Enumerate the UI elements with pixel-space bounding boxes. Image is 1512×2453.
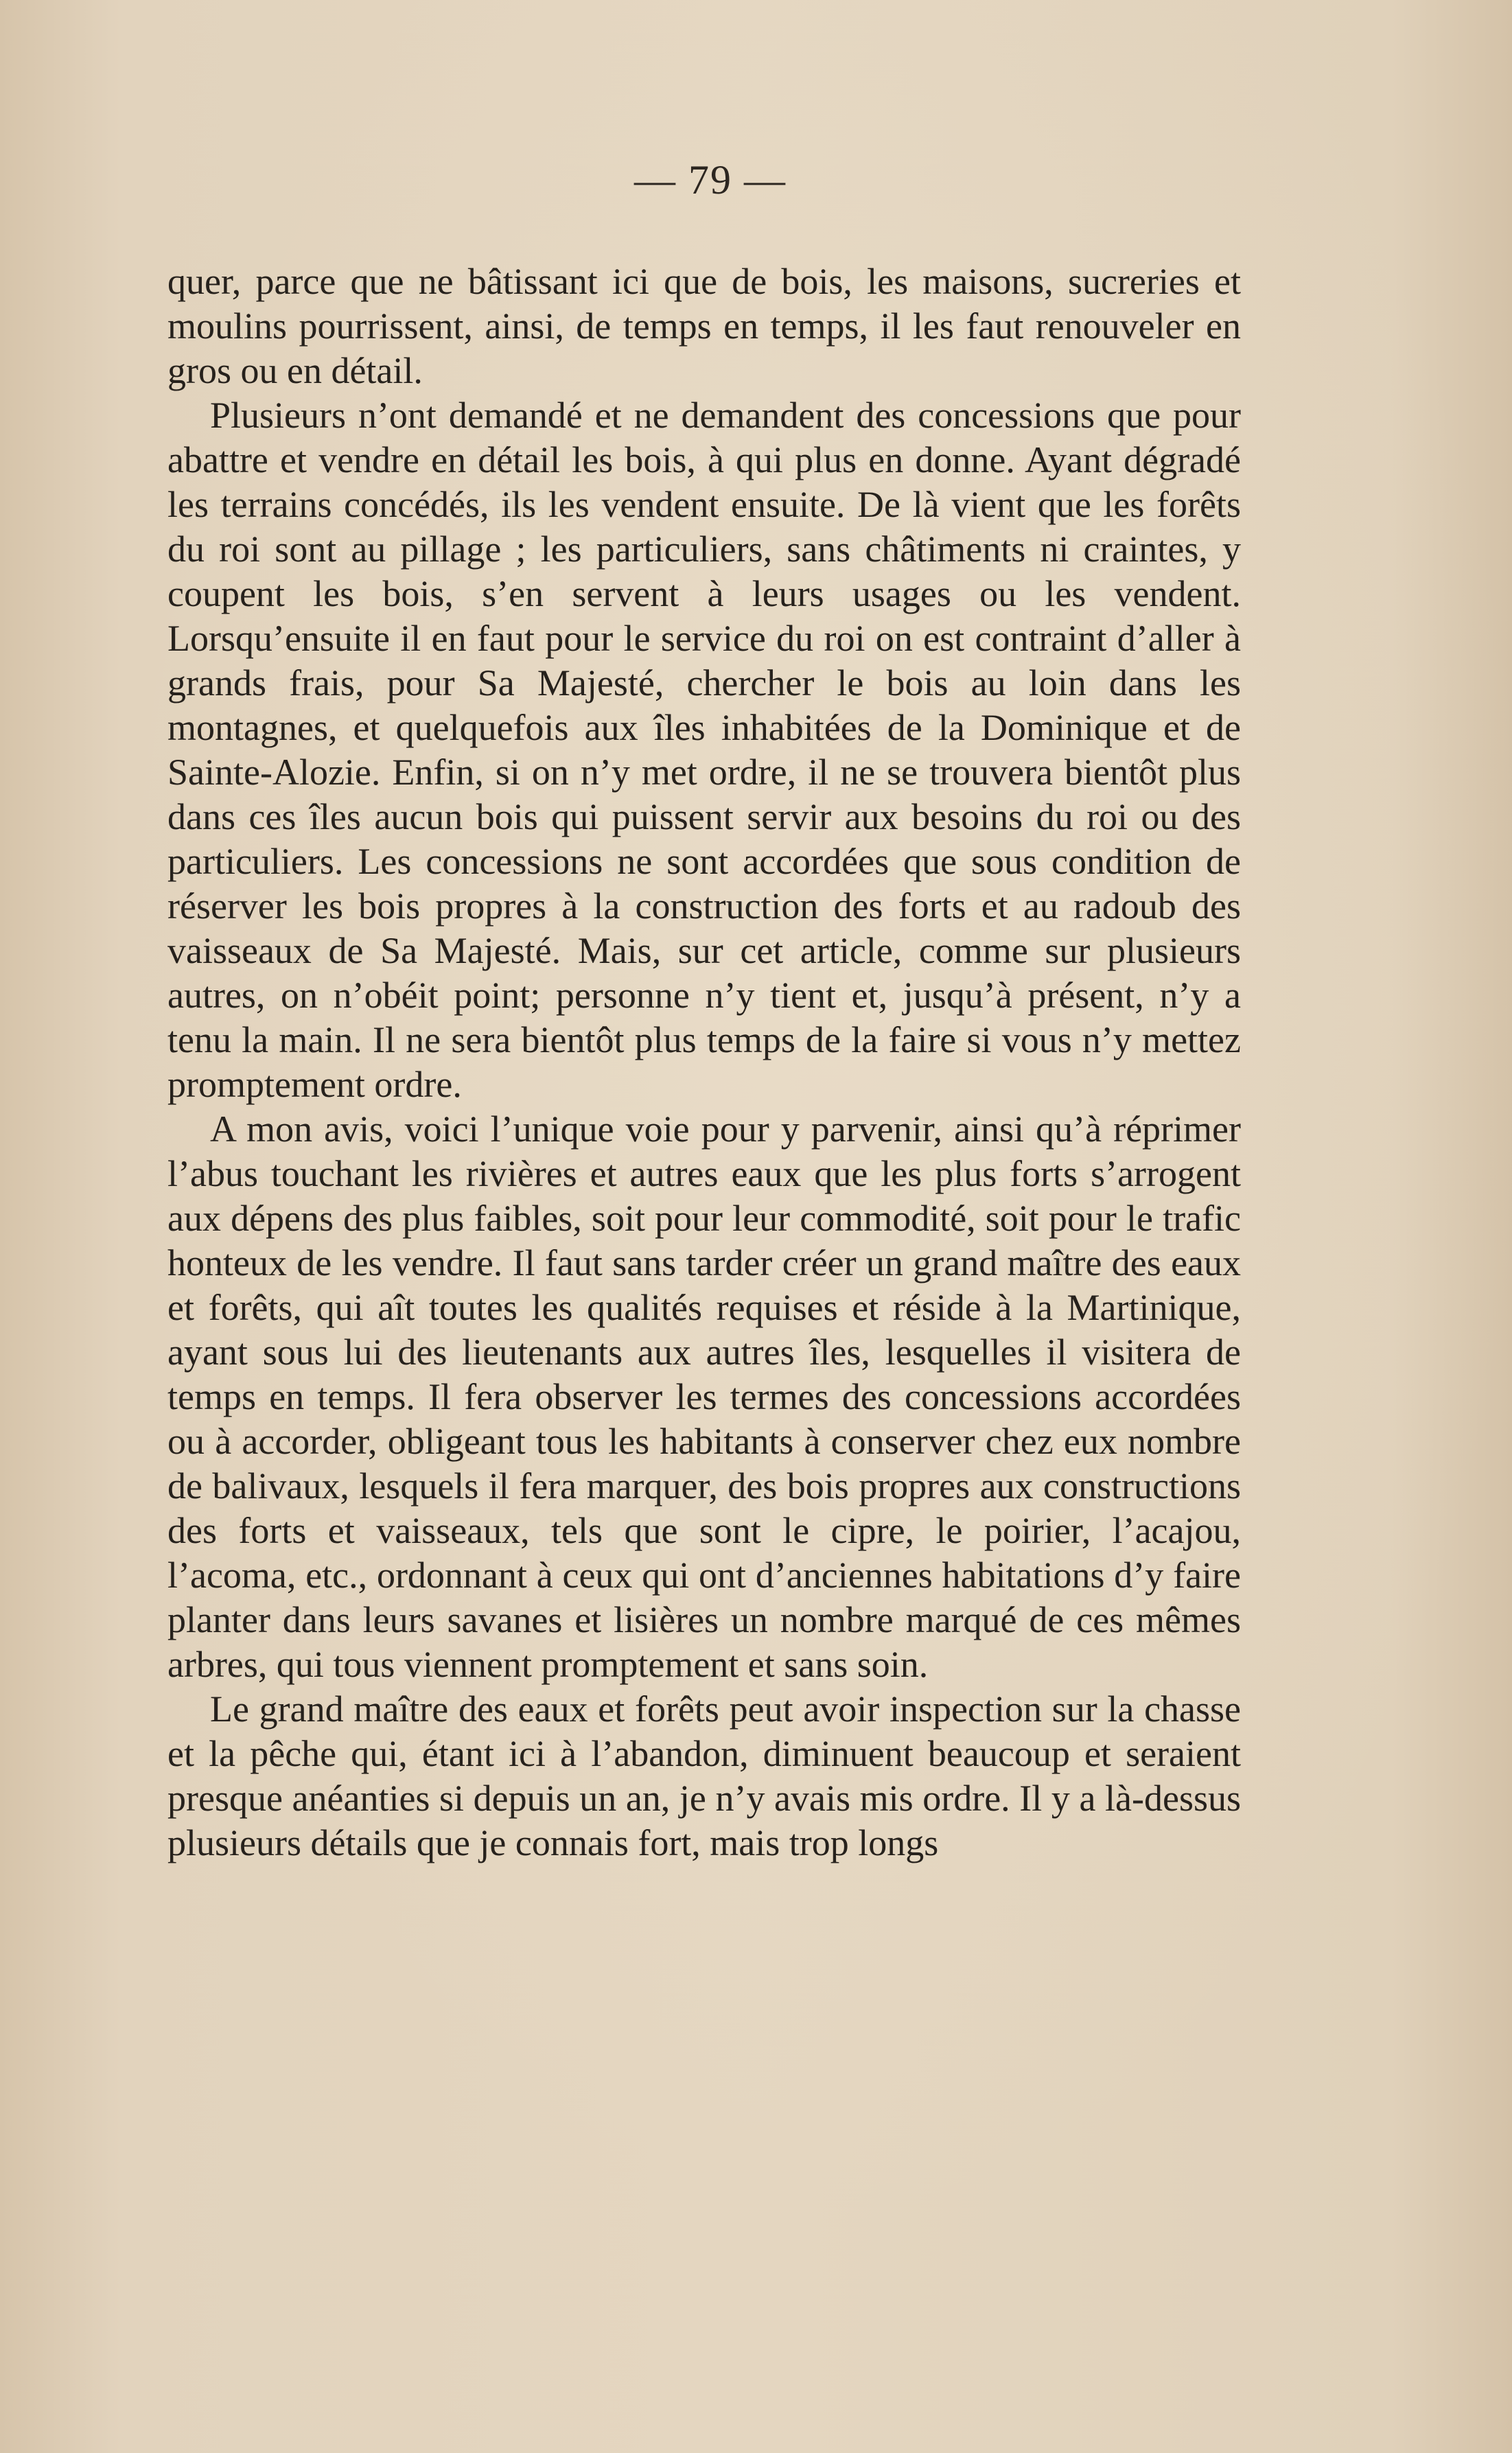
- paragraph: Le grand maître des eaux et forêts peut avoir inspection sur la chasse et la pêche qui, étant ici à l’abandon, diminuent beaucoup et seraient presque anéanties si depuis un an, je n’y avais mis ordre. Il y a là-dessus plusieurs détails que je connais fort, mais trop longs: [167, 1688, 1241, 1863]
- paragraph: quer, parce que ne bâtissant ici que de bois, les maisons, sucreries et moulins pourrissent, ainsi, de temps en temps, il les faut renouveler en gros ou en détail.: [167, 261, 1241, 391]
- body-text: [167, 259, 1241, 1865]
- page-number: — 79 —: [634, 157, 787, 202]
- paragraph: Plusieurs n’ont demandé et ne demandent des concessions que pour abattre et vendre en détail les bois, à qui plus en donne. Ayant dégradé les terrains concédés, ils les vendent ensuite. De là vient que les forêts du roi sont au pillage ; les particuliers, sans châtiments ni craintes, y coupent les bois, s’en servent à leurs usages ou les vendent. Lorsqu’ensuite il en faut pour le service du roi on est contraint d’aller à grands frais, pour Sa Majesté, chercher le bois au loin dans les montagnes, et quelquefois aux îles inhabitées de la Dominique et de Sainte-Alozie. Enfin, si on n’y met ordre, il ne se trouvera bientôt plus dans ces îles aucun bois qui puissent servir aux besoins du roi ou des particuliers. Les concessions ne sont accordées que sous condition de réserver les bois propres à la construction des forts et au radoub des vaisseaux de Sa Majesté. Mais, sur cet article, comme sur plusieurs autres, on n’obéit point; personne n’y tient et, jusqu’à présent, n’y a tenu la main. Il ne sera bientôt plus temps de la faire si vous n’y mettez promptement ordre.: [167, 395, 1241, 1105]
- paragraph: A mon avis, voici l’unique voie pour y parvenir, ainsi qu’à réprimer l’abus touchant les rivières et autres eaux que les plus forts s’arrogent aux dépens des plus faibles, soit pour leur commodité, soit pour le trafic honteux de les vendre. Il faut sans tarder créer un grand maître des eaux et forêts, qui aît toutes les qualités requises et réside à la Martinique, ayant sous lui des lieutenants aux autres îles, lesquelles il visitera de temps en temps. Il fera observer les termes des concessions accordées ou à accorder, obligeant tous les habitants à conserver chez eux nombre de balivaux, lesquels il fera marquer, des bois propres aux constructions des forts et vaisseaux, tels que sont le cipre, le poirier, l’acajou, l’acoma, etc., ordonnant à ceux qui ont d’anciennes habitations d’y faire planter dans leurs savanes et lisières un nombre marqué de ces mêmes arbres, qui tous viennent promptement et sans soin.: [167, 1108, 1241, 1685]
